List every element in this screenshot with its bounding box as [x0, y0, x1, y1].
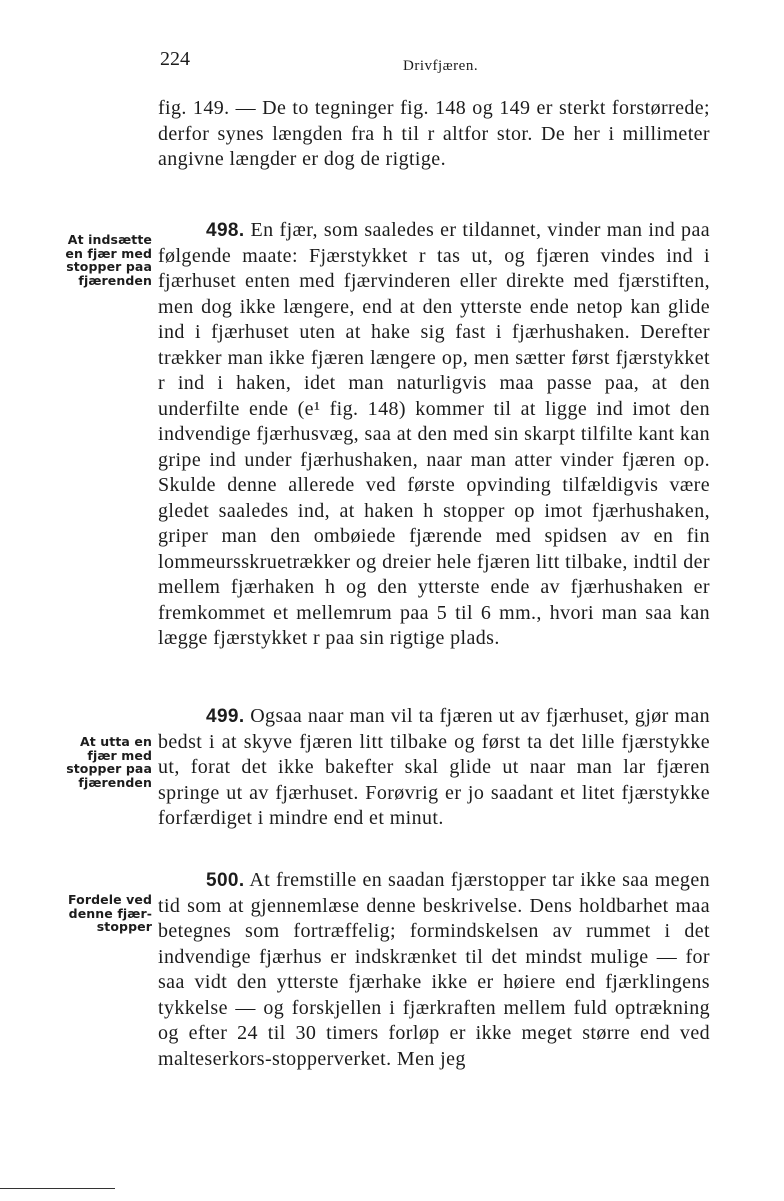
paragraph-text-499: Ogsaa naar man vil ta fjæren ut av fjærhuset, gjør man bedst i at skyve fjæren litt tilbake og først ta det lille fjærstykke ut, forat det ikke bakefter skal glide ut naar man lar fjæren springe ut av fjærhuset. Forøvrig er jo saadant et litet fjærstykke forfærdiget i mindre end et minut.	[158, 705, 710, 829]
paragraph-number-500: 500.	[206, 870, 245, 891]
side-note-line: At indsætte	[67, 232, 152, 247]
paragraph-text-500: At fremstille en saadan fjærstopper tar ikke saa megen tid som at gjennemlæse denne beskrivelse. Dens holdbarhet maa betegnes som fortræffelig; formindskelsen av rummet i det indvendige fjærhus er indskrænket til det mindst mulige — for saa vidt den ytterste fjærhake ikke er høiere end fjærklingens tykkelse — og forskjellen i fjærkraften mellem fuld optrækning og efter 24 til 30 timers forløp er ikke meget større end ved malteserkors-stopperverket. Men jeg	[158, 869, 710, 1070]
intro-paragraph: fig. 149. — De to tegninger fig. 148 og 149 er sterkt forstørrede; derfor synes længden fra h til r altfor stor. De her i millimeter angivne længder er dog de rigtige.	[158, 97, 710, 170]
side-note-line: At utta en	[79, 734, 152, 749]
paragraph-499	[158, 704, 710, 832]
running-head: Drivfjæren.	[403, 58, 479, 74]
side-note-line: en fjær med	[65, 245, 152, 261]
page-header	[160, 48, 720, 78]
side-note-499	[40, 735, 152, 789]
side-note-line: fjærenden	[78, 272, 152, 288]
side-note-line: stopper	[96, 919, 152, 934]
paragraph-number-499: 499.	[206, 706, 245, 727]
side-note-500	[40, 893, 152, 934]
paragraph-500	[158, 868, 710, 1072]
bottom-rule	[0, 1188, 115, 1189]
side-note-line: stopper paa	[66, 761, 152, 776]
side-note-line: stopper paa	[66, 259, 152, 274]
paragraph-number-498: 498.	[206, 220, 245, 241]
side-note-line: fjærenden	[78, 774, 152, 790]
paragraph-498	[158, 218, 710, 652]
paragraph-text-498: En fjær, som saaledes er tildannet, vinder man ind paa følgende maate: Fjærstykket r tas ut, og fjæren vindes ind i fjærhuset enten med fjærvinderen eller direkte med fjærstiften, men dog ikke længere, end at den ytterste ende netop kan glide ind i fjærhuset uten at hake sig fast i fjærhushaken. Derefter trækker man ikke fjæren længere op, men sætter først fjærstykket r ind i haken, idet man naturligvis maa passe paa, at den underfilte ende (e¹ fig. 148) kommer til at ligge ind imot den indvendige fjærhusvæg, saa at den med sin skarpt tilfilte kant kan gripe ind under fjærhushaken, naar man atter vinder fjæren op. Skulde denne allerede ved første opvinding tilfældigvis være gledet saaledes ind, at haken h stopper op imot fjærhushaken, griper man den ombøiede fjærende med spidsen av en fin lommeursskruetrækker og dreier hele fjæren litt tilbake, indtil der mellem fjærhaken h og den ytterste ende av fjærhushaken er fremkommet et mellemrum paa 5 til 6 mm., hvori man saa kan lægge fjærstykket r paa sin rigtige plads.	[158, 219, 710, 649]
page-number: 224	[160, 48, 190, 70]
side-note-line: fjær med	[87, 747, 152, 763]
side-note-line: denne fjær-	[68, 905, 152, 921]
side-note-line: Fordele ved	[68, 892, 152, 907]
side-note-498	[40, 233, 152, 287]
